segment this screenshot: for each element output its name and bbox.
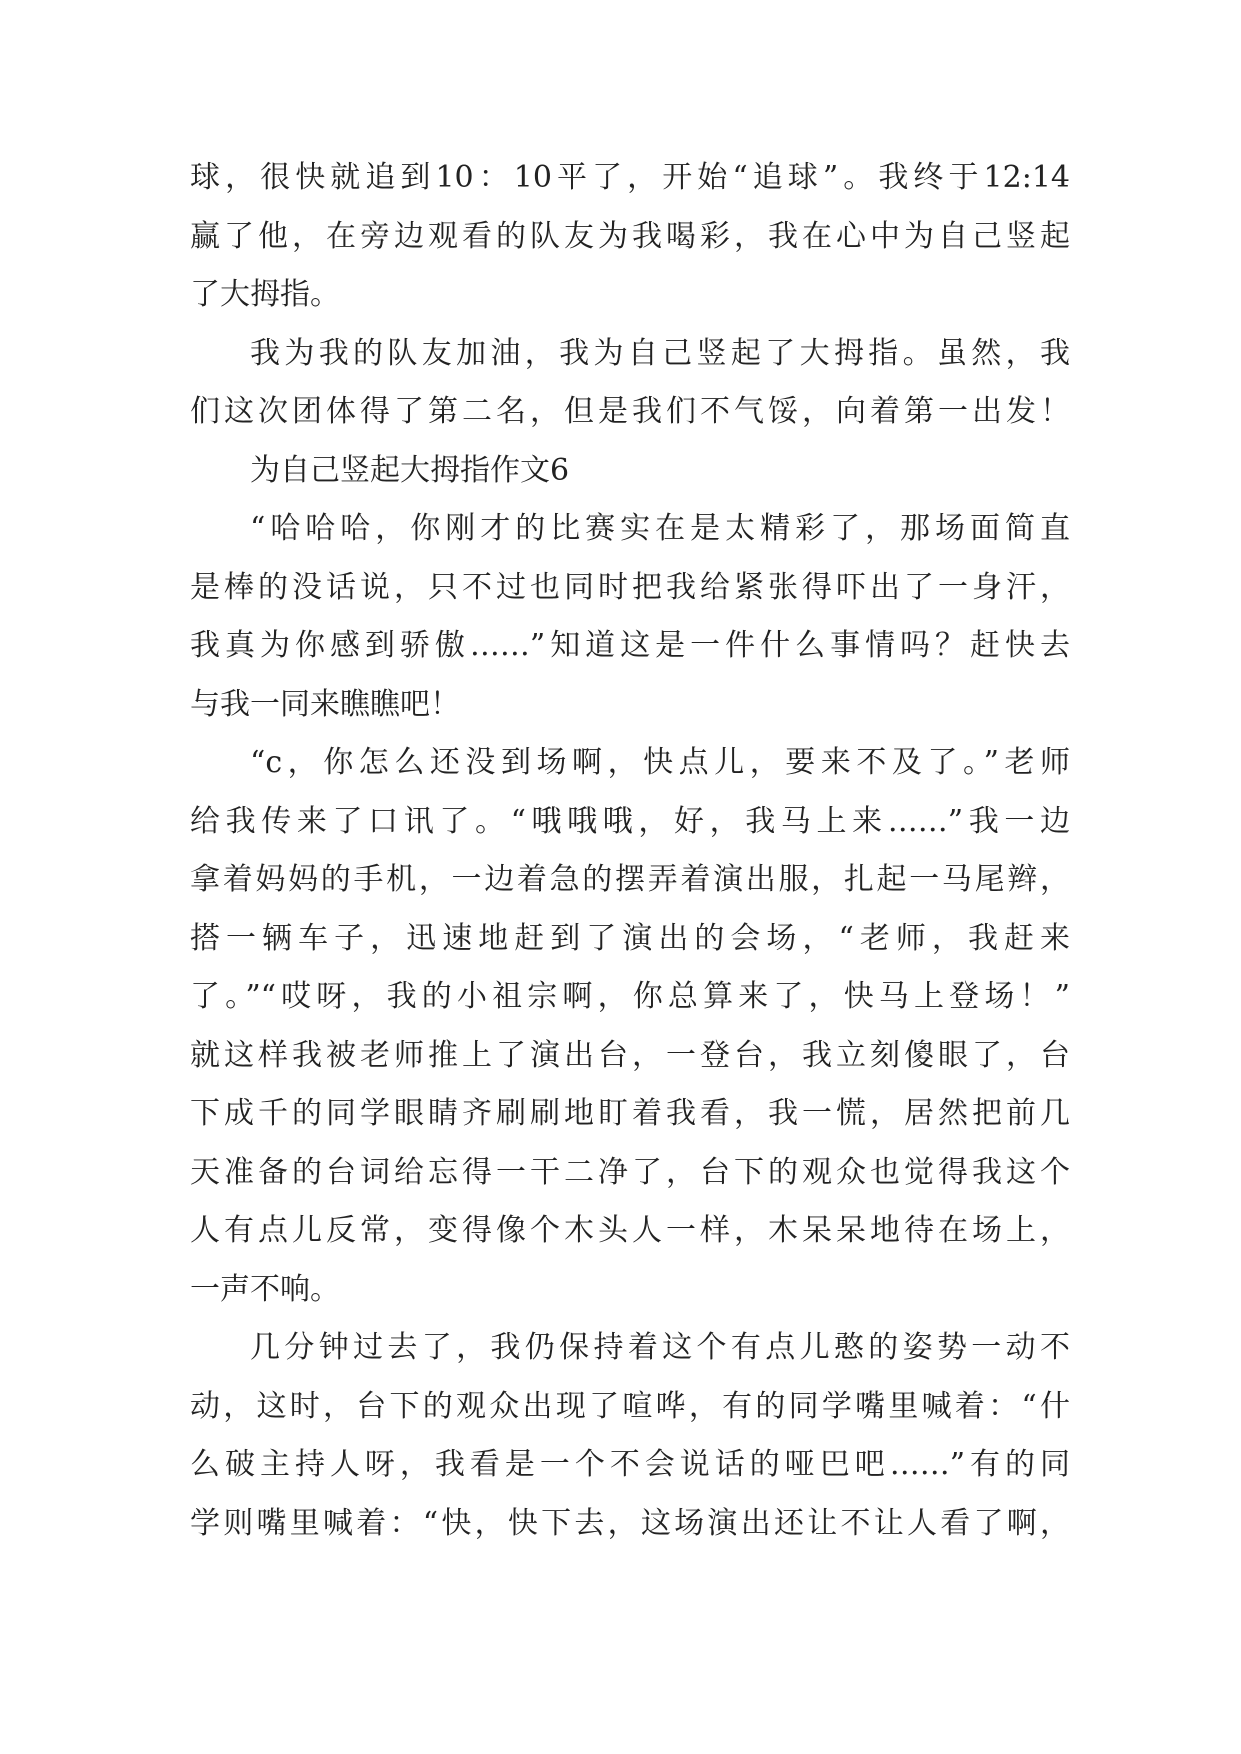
text-line: 了大拇指。 <box>190 277 340 312</box>
text-line: 搭一辆车子，迅速地赶到了演出的会场，“老师，我赶来 <box>190 920 1070 956</box>
text-line: 人有点儿反常，变得像个木头人一样，木呆呆地待在场上， <box>190 1213 1070 1248</box>
text-line: 学则嘴里喊着：“快，快下去，这场演出还让不让人看了啊， <box>190 1505 1070 1541</box>
text-line: 拿着妈妈的手机，一边着急的摆弄着演出服，扎起一马尾辫， <box>190 862 1070 897</box>
text-line: 一声不响。 <box>190 1271 340 1307</box>
text-line: 球，很快就追到10：10平了，开始“追球”。我终于12:14 <box>190 160 1070 195</box>
text-line: 天准备的台词给忘得一干二净了，台下的观众也觉得我这个 <box>190 1154 1070 1190</box>
paragraph-first-line: “哈哈哈，你刚才的比赛实在是太精彩了，那场面简直 <box>250 511 1070 546</box>
text-line: 与我一同来瞧瞧吧！ <box>190 686 460 722</box>
text-line: 赢了他，在旁边观看的队友为我喝彩，我在心中为自己竖起 <box>190 218 1070 254</box>
paragraph-first-line: 我为我的队友加油，我为自己竖起了大拇指。虽然，我 <box>250 335 1070 371</box>
paragraph-first-line: 几分钟过去了，我仍保持着这个有点儿憨的姿势一动不 <box>250 1330 1070 1365</box>
text-line: 动，这时，台下的观众出现了喧哗，有的同学嘴里喊着：“什 <box>190 1388 1070 1424</box>
text-line: 了。”“哎呀，我的小祖宗啊，你总算来了，快马上登场！” <box>190 979 1070 1014</box>
text-line: 是棒的没话说，只不过也同时把我给紧张得吓出了一身汗， <box>190 569 1070 605</box>
text-line: 们这次团体得了第二名，但是我们不气馁，向着第一出发！ <box>190 394 1070 429</box>
text-line: 么破主持人呀，我看是一个不会说话的哑巴吧……”有的同 <box>190 1447 1070 1482</box>
text-line: 就这样我被老师推上了演出台，一登台，我立刻傻眼了，台 <box>190 1037 1070 1073</box>
text-line: 我真为你感到骄傲……”知道这是一件什么事情吗？赶快去 <box>190 628 1070 663</box>
section-title: 为自己竖起大拇指作文6 <box>250 452 570 488</box>
paragraph-first-line: “c，你怎么还没到场啊，快点儿，要来不及了。”老师 <box>250 745 1070 780</box>
document-body <box>190 160 1070 1567</box>
text-line: 给我传来了口讯了。“哦哦哦，好，我马上来……”我一边 <box>190 803 1070 839</box>
text-line: 下成千的同学眼睛齐刷刷地盯着我看，我一慌，居然把前几 <box>190 1096 1070 1131</box>
